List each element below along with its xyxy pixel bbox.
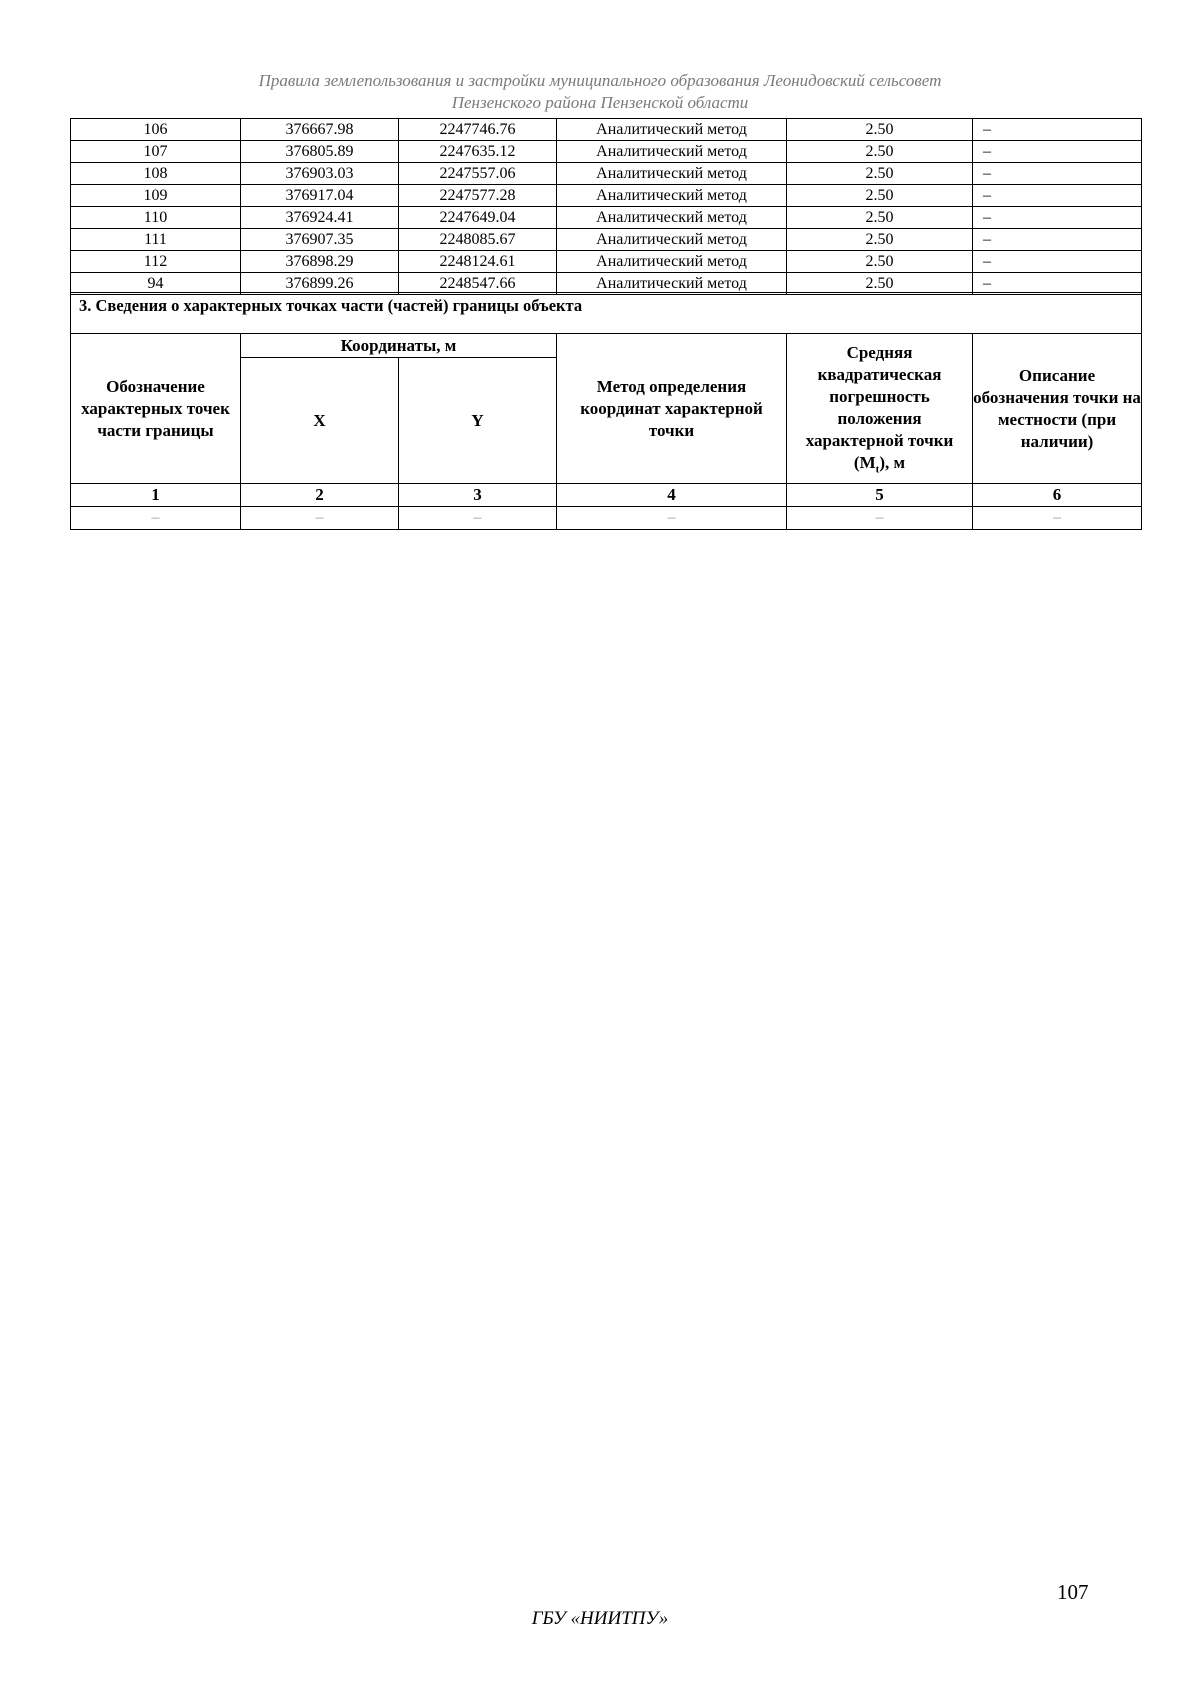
point-row: [71, 141, 1142, 163]
point-method-cell: Аналитический метод: [557, 141, 787, 163]
header-x: X: [241, 358, 399, 484]
point-method-cell: Аналитический метод: [557, 273, 787, 295]
point-id-cell: 108: [71, 163, 241, 185]
point-id-cell: 110: [71, 207, 241, 229]
document-header: [0, 70, 1200, 114]
point-error-cell: 2.50: [787, 185, 973, 207]
point-desc-cell: –: [973, 141, 1142, 163]
point-desc-cell: –: [973, 229, 1142, 251]
point-desc-cell: –: [973, 163, 1142, 185]
header-coordinates: Координаты, м: [241, 334, 557, 358]
point-method-cell: Аналитический метод: [557, 163, 787, 185]
points-table-body: [71, 119, 1142, 295]
column-number-cell: 2: [241, 484, 399, 507]
column-number-cell: 4: [557, 484, 787, 507]
point-y-cell: 2247635.12: [399, 141, 557, 163]
point-method-cell: Аналитический метод: [557, 251, 787, 273]
point-x-cell: 376899.26: [241, 273, 399, 295]
point-error-cell: 2.50: [787, 229, 973, 251]
point-error-cell: 2.50: [787, 273, 973, 295]
point-id-cell: 112: [71, 251, 241, 273]
point-row: [71, 119, 1142, 141]
column-number-cell: 3: [399, 484, 557, 507]
point-row: [71, 207, 1142, 229]
header-error-subscript: t: [875, 463, 880, 476]
point-y-cell: 2247746.76: [399, 119, 557, 141]
section3-table: [70, 292, 1142, 530]
point-error-cell: 2.50: [787, 119, 973, 141]
section3-cell: –: [973, 507, 1142, 530]
point-x-cell: 376805.89: [241, 141, 399, 163]
header-method: Метод определения координат характерной точки: [557, 334, 787, 484]
header-description: Описание обозначения точки на местности (при наличии): [973, 334, 1142, 484]
point-y-cell: 2248124.61: [399, 251, 557, 273]
point-desc-cell: –: [973, 185, 1142, 207]
document-footer: ГБУ «НИИТПУ»: [531, 1608, 669, 1629]
point-error-cell: 2.50: [787, 141, 973, 163]
header-line-1: Правила землепользования и застройки муниципального образования Леонидовский сельсовет: [258, 71, 942, 90]
page-number: 107: [1057, 1580, 1089, 1604]
point-method-cell: Аналитический метод: [557, 119, 787, 141]
point-id-cell: 111: [71, 229, 241, 251]
section3-rows: [71, 507, 1142, 530]
column-number-cell: 5: [787, 484, 973, 507]
point-row: [71, 185, 1142, 207]
header-line-2: Пензенского района Пензенской области: [451, 93, 749, 112]
point-x-cell: 376917.04: [241, 185, 399, 207]
point-id-cell: 109: [71, 185, 241, 207]
point-y-cell: 2247649.04: [399, 207, 557, 229]
point-desc-cell: –: [973, 273, 1142, 295]
point-x-cell: 376667.98: [241, 119, 399, 141]
section3-cell: –: [787, 507, 973, 530]
header-error: [787, 334, 973, 484]
section3-cell: –: [71, 507, 241, 530]
column-numbers-row: [71, 484, 1142, 507]
point-method-cell: Аналитический метод: [557, 229, 787, 251]
header-error-unit: ), м: [879, 453, 906, 473]
point-error-cell: 2.50: [787, 163, 973, 185]
point-desc-cell: –: [973, 251, 1142, 273]
point-x-cell: 376924.41: [241, 207, 399, 229]
header-error-text: Средняя квадратическая погрешность положения характерной точки (M: [805, 343, 954, 473]
point-y-cell: 2247557.06: [399, 163, 557, 185]
column-number-cell: 1: [71, 484, 241, 507]
point-y-cell: 2248085.67: [399, 229, 557, 251]
point-id-cell: 94: [71, 273, 241, 295]
header-y: Y: [399, 358, 557, 484]
section3-title: 3. Сведения о характерных точках части (частей) границы объекта: [71, 293, 1142, 334]
point-y-cell: 2247577.28: [399, 185, 557, 207]
point-x-cell: 376907.35: [241, 229, 399, 251]
point-desc-cell: –: [973, 207, 1142, 229]
point-row: [71, 251, 1142, 273]
point-y-cell: 2248547.66: [399, 273, 557, 295]
point-row: [71, 163, 1142, 185]
point-x-cell: 376898.29: [241, 251, 399, 273]
point-x-cell: 376903.03: [241, 163, 399, 185]
point-error-cell: 2.50: [787, 207, 973, 229]
point-desc-cell: –: [973, 119, 1142, 141]
points-table: [70, 118, 1142, 295]
column-number-cell: 6: [973, 484, 1142, 507]
point-error-cell: 2.50: [787, 251, 973, 273]
point-id-cell: 107: [71, 141, 241, 163]
header-designation: Обозначение характерных точек части границы: [71, 334, 241, 484]
section3-row: [71, 507, 1142, 530]
point-id-cell: 106: [71, 119, 241, 141]
point-row: [71, 229, 1142, 251]
point-method-cell: Аналитический метод: [557, 207, 787, 229]
section3-cell: –: [399, 507, 557, 530]
section3-cell: –: [557, 507, 787, 530]
section3-cell: –: [241, 507, 399, 530]
point-method-cell: Аналитический метод: [557, 185, 787, 207]
